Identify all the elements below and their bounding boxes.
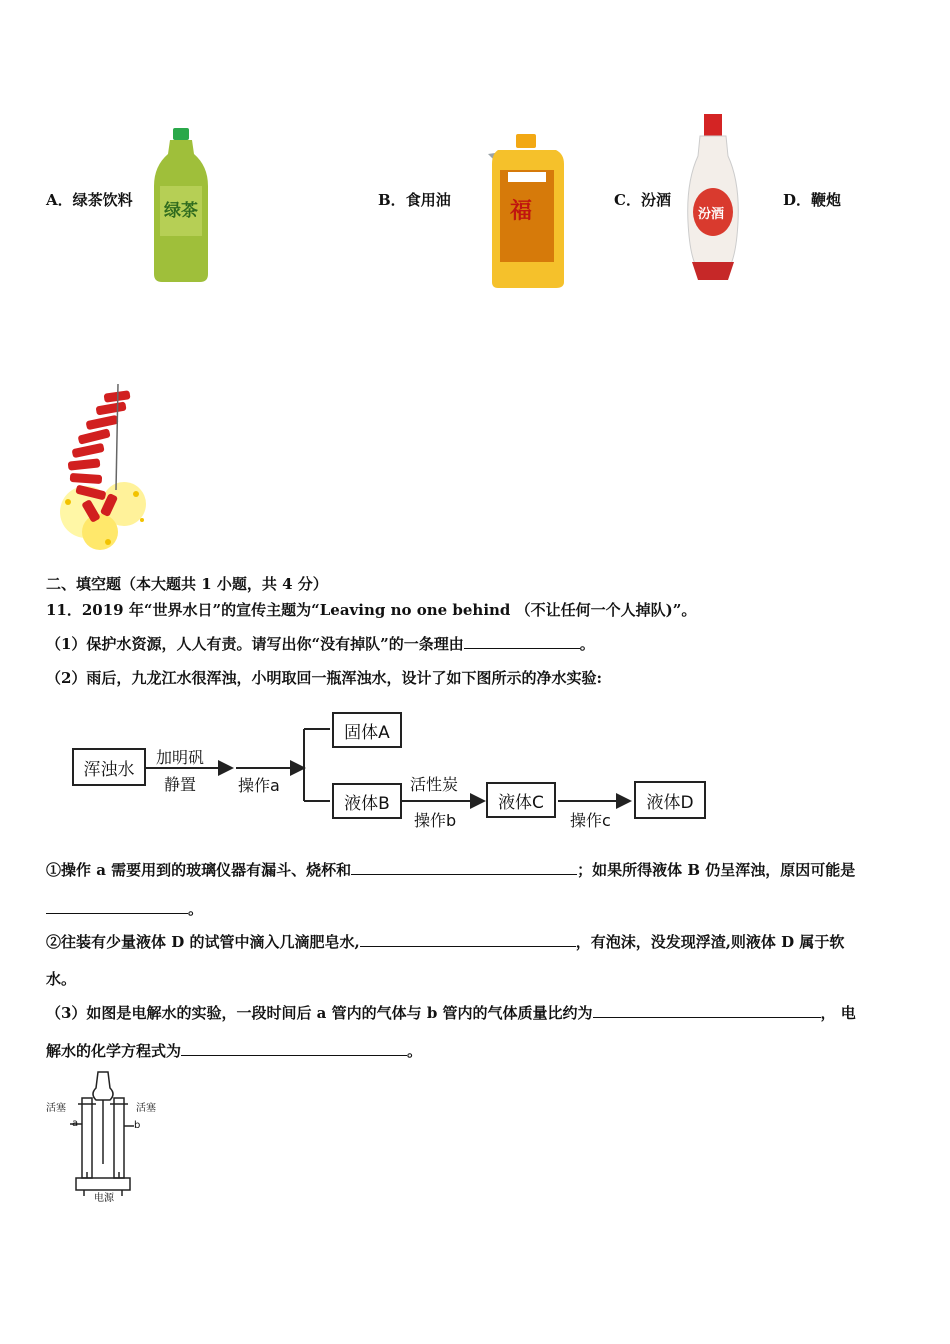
turbid-water-box: 浑浊水: [72, 748, 146, 786]
oil-label: 福: [510, 199, 533, 224]
sub-question-2-line-2: 水。: [46, 970, 77, 988]
option-c: C．汾酒: [614, 191, 671, 209]
question-11-part-2: （2）雨后，九龙江水很浑浊，小明取回一瓶浑浊水，设计了如下图所示的净水实验:: [46, 669, 602, 687]
tea-label: 绿茶: [164, 201, 198, 221]
question-11-intro: 11．2019 年“世界水日”的宣传主题为“Leaving no one behind （不让任何一个人掉队)”。: [46, 601, 697, 619]
question-11-part-3: （3）如图是电解水的实验，一段时间后 a 管内的气体与 b 管内的气体质量比约为 ， 电: [46, 1004, 856, 1022]
fen-liquor-bottle-icon: [684, 112, 742, 284]
sub-question-2: ②往装有少量液体 D 的试管中滴入几滴肥皂水, ，有泡沫，没发现浮渣,则液体 D 属于软: [46, 933, 845, 951]
answer-blank-1[interactable]: [464, 634, 580, 649]
add-alum-label: 加明矾: [156, 748, 205, 767]
option-b: B．食用油: [378, 191, 451, 209]
liquid-b-box: 液体B: [332, 783, 402, 819]
liquid-d-box: 液体D: [634, 781, 706, 819]
green-tea-bottle-icon: [148, 126, 214, 284]
option-d: D．鞭炮: [783, 191, 842, 209]
answer-blank-6[interactable]: [181, 1041, 407, 1056]
question-11-part-3-line-2: 解水的化学方程式为 。: [46, 1042, 423, 1060]
tube-a-label: a: [72, 1118, 79, 1129]
stopcock-left-label: 活塞: [46, 1103, 66, 1114]
answer-blank-2[interactable]: [351, 860, 577, 875]
operation-c-label: 操作c: [570, 811, 611, 830]
liquor-label: 汾酒: [698, 207, 725, 222]
option-a: A．绿茶饮料: [46, 191, 133, 209]
sub-question-1-line-2: 。: [46, 898, 203, 919]
section-heading: 二、填空题（本大题共 1 小题，共 4 分）: [46, 575, 328, 593]
solid-a-box: 固体A: [332, 712, 402, 748]
operation-b-label: 操作b: [414, 811, 457, 830]
electrolysis-apparatus-icon: [46, 1068, 166, 1208]
settle-label: 静置: [164, 775, 197, 794]
answer-blank-4[interactable]: [360, 932, 576, 947]
answer-blank-3[interactable]: [46, 899, 188, 914]
activated-carbon-label: 活性炭: [410, 775, 459, 794]
answer-blank-5[interactable]: [593, 1003, 821, 1018]
question-11-part-1: （1）保护水资源，人人有责。请写出你“没有掉队”的一条理由 。: [46, 635, 595, 653]
firecracker-icon: [46, 382, 156, 554]
tube-b-label: b: [134, 1120, 141, 1131]
power-source-label: 电源: [94, 1193, 114, 1204]
stopcock-right-label: 活塞: [136, 1103, 156, 1114]
operation-a-label: 操作a: [238, 776, 280, 795]
cooking-oil-bottle-icon: [486, 132, 568, 290]
liquid-c-box: 液体C: [486, 782, 556, 818]
sub-question-1: ①操作 a 需要用到的玻璃仪器有漏斗、烧杯和 ；如果所得液体 B 仍呈浑浊，原因可能是: [46, 861, 856, 879]
